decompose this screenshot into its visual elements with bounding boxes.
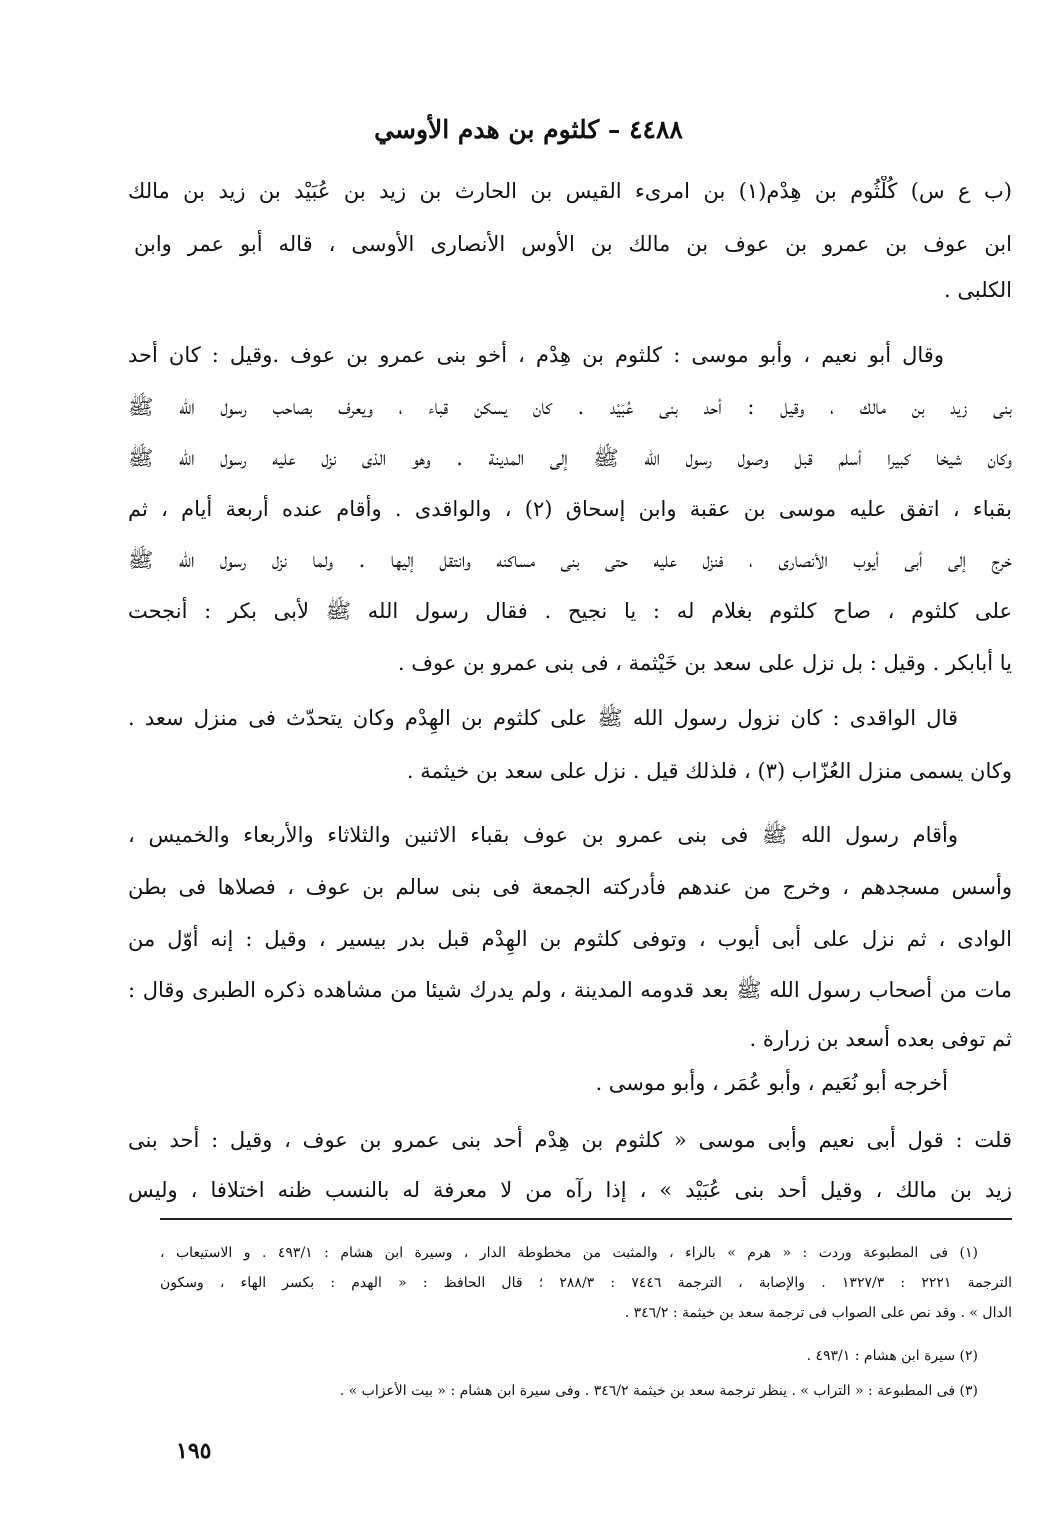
page-number: ١٩٥ (176, 1438, 212, 1464)
text-line: على كلثوم ، صاح كلثوم بغلام له : يا نجيح . فقال رسول الله ﷺ لأبى بكر : أنجحت (128, 599, 1012, 623)
text-line: يا أبابكر . وقيل : بل نزل على سعد بن خَيْثمة ، فى بنى عمرو بن عوف . (397, 651, 1012, 675)
text-line: مات من أصحاب رسول الله ﷺ بعد قدومه المدينة ، ولم يدرك شيئا من مشاهده ذكره الطبرى وقال : (128, 978, 1012, 1002)
text-line: قال الواقدى : كان نزول رسول الله ﷺ على كلثوم بن الهِدْم وكان يتحدّث فى منزل سعد . (128, 706, 958, 730)
footnote-line: الدال » . وقد نص على الصواب فى ترجمة سعد بن خيثمة : ٣٤٦/٢ . (624, 1305, 1012, 1321)
text-line: وقال أبو نعيم ، وأبو موسى : كلثوم بن هِدْم ، أخو بنى عمرو بن عوف .وقيل : كان أحد (128, 343, 944, 367)
footnote-line: (٣) فى المطبوعة : « التراب » . ينظر ترجمة سعد بن خيثمة ٣٤٦/٢ . وفى سيرة ابن هشام : « بيت الأعزاب » . (339, 1383, 978, 1399)
text-line: وأسس مسجدهم ، وخرج من عندهم فأدركته الجمعة فى بنى سالم بن عوف ، فصلاها فى بطن (128, 875, 1012, 899)
text-line: وكان يسمى منزل العُزّاب (٣) ، فلذلك قيل . نزل على سعد بن خيثمة . (406, 759, 1012, 783)
text-line: زيد بن مالك ، وقيل أحد بنى عُبَيْد » ، إذا رآه من لا معرفة له بالنسب ظنه اختلافا ، وليس (128, 1178, 1012, 1202)
text-line: أخرجه أبو نُعَيم ، وأبو عُمَر ، وأبو موسى . (595, 1071, 948, 1095)
text-line: وكان شيخا كبيرا أسلم قبل وصول رسول الله ﷺ إلى المدينة . وهو الذى نزل عليه رسول الله ﷺ (128, 446, 1012, 470)
text-line: خرج إلى أبى أيوب الأنصارى ، فنزل عليه حتى بنى مساكنه وانتقل إليها . ولما نزل رسول الله ﷺ (128, 548, 1012, 572)
text-line: (ب ع س) كُلْثُوم بن هِدْم(١) بن امرىء القيس بن الحارث بن زيد بن عُبَيْد بن زيد بن مالك (128, 179, 1012, 203)
entry-title: ٤٤٨٨ – كلثوم بن هدم الأوسي (374, 115, 683, 144)
footnote-separator (160, 1218, 1012, 1220)
footnote-line: (٢) سيرة ابن هشام : ٤٩٣/١ . (806, 1348, 978, 1364)
text-line: وأقام رسول الله ﷺ فى بنى عمرو بن عوف بقباء الاثنين والثلاثاء والأربعاء والخميس ، (128, 823, 958, 847)
footnote-line: (١) فى المطبوعة وردت : « هرم » بالراء ، والمثبت من مخطوطة الدار ، وسيرة ابن هشام : ٤٩٣/١ . و الاستيعاب ، (160, 1245, 978, 1261)
text-line: بنى زيد بن مالك ، وقيل : أحد بنى عُبَيْد . كان يسكن قباء ، ويعرف بصاحب رسول الله ﷺ (128, 395, 1012, 419)
text-line: قلت : قول أبى نعيم وأبى موسى « كلثوم بن هِدْم أحد بنى عمرو بن عوف ، وقيل : أحد بنى (128, 1128, 1012, 1152)
text-line: ثم توفى بعده أسعد بن زرارة . (749, 1027, 1012, 1051)
text-line: ابن عوف بن عمرو بن عوف بن مالك بن الأوس الأنصارى الأوسى ، قاله أبو عمر وابن (134, 232, 1012, 256)
text-line: الكلبى . (944, 278, 1012, 302)
text-line: الوادى ، ثم نزل على أبى أيوب ، وتوفى كلثوم بن الهِدْم قبل بدر بيسير ، وقيل : إنه أوّل من (128, 927, 1012, 951)
footnote-line: الترجمة ٢٢٢١ : ١٣٢٧/٣ . والإصابة ، الترجمة ٧٤٤٦ : ٢٨٨/٣ ؛ قال الحافظ : « الهدم : بكسر الهاء ، وسكون (160, 1275, 1012, 1291)
text-line: بقباء ، اتفق عليه موسى بن عقبة وابن إسحاق (٢) ، والواقدى . وأقام عنده أربعة أيام ، ثم (128, 497, 1012, 521)
